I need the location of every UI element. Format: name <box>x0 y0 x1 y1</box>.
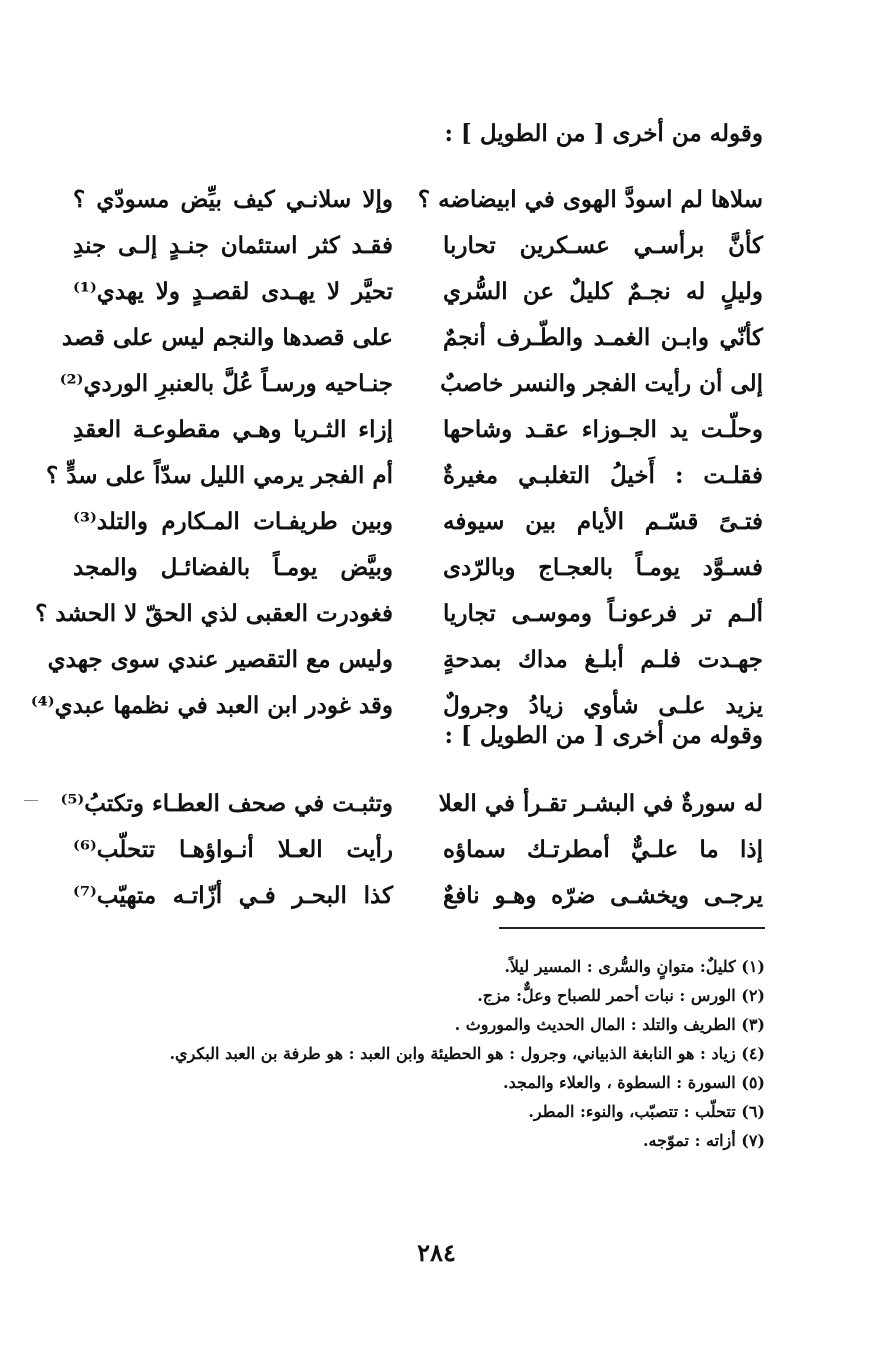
verse-second-hemistich: وإلا سلانـي كيف بيِّض مسودّي ؟ <box>73 185 393 213</box>
verse-first-hemistich: يرجـى ويخشـى ضرّه وهـو نافعٌ <box>443 881 763 909</box>
footnote: (٦) تتحلّب : تتصبّب، والنوء: المطر. <box>528 1102 765 1121</box>
verse-second-hemistich: وبيَّض يومـاً بالفضائـل والمجد <box>73 553 393 581</box>
poem-heading-1: وقوله من أخرى [ من الطويل ] : <box>444 120 763 147</box>
verse <box>60 780 763 826</box>
verse-second-hemistich: تحيَّر لا يهـدى لقصـدٍ ولا يهدي⁽¹⁾ <box>73 277 393 305</box>
verse <box>63 176 763 222</box>
verse <box>63 498 763 544</box>
verse <box>63 872 763 918</box>
footnote: (٤) زياد : هو النابغة الذبياني، وجرول : هو الحطيئة وابن العبد : هو طرفة بن العبد البكري. <box>169 1044 765 1063</box>
footnote: (١) كليلٌ: متوانٍ والسُّرى : المسير ليلاً. <box>504 957 765 976</box>
footnote: (٧) أزاته : تموّجه. <box>642 1131 765 1150</box>
verse-first-hemistich: كأنّي وابـن الغمـد والطّـرف أنجمٌ <box>443 323 763 351</box>
poem-2 <box>60 780 763 918</box>
verse-second-hemistich: جنـاحيه ورسـاً عُلَّ بالعنبرِ الوردي⁽²⁾ <box>59 369 393 397</box>
verse-first-hemistich: فقلـت : أَخيلُ التغلبـي مغيرةٌ <box>443 461 763 489</box>
verse <box>35 590 763 636</box>
verse-second-hemistich: وقد غودر ابن العبد في نظمها عبدي⁽⁴⁾ <box>30 691 393 719</box>
verse <box>59 360 763 406</box>
verse-first-hemistich: كأنَّ برأسـي عسـكرين تحاربا <box>443 231 763 259</box>
footnotes <box>85 952 765 1155</box>
footnote-divider <box>499 927 765 929</box>
margin-mark <box>24 800 38 801</box>
verse-first-hemistich: جهـدت فلـم أبلـغ مداك بمدحةٍ <box>443 645 763 673</box>
verse <box>63 314 763 360</box>
verse-second-hemistich: وتثبـت في صحف العطـاء وتكتبُ⁽⁵⁾ <box>60 789 393 817</box>
verse <box>63 268 763 314</box>
verse <box>63 826 763 872</box>
verse-first-hemistich: ألـم تر فرعونـاً وموسـى تجاريا <box>443 599 763 627</box>
footnote: (٥) السورة : السطوة ، والعلاء والمجد. <box>503 1073 765 1092</box>
verse-first-hemistich: وحلّـت يد الجـوزاء عقـد وشاحها <box>443 415 763 443</box>
verse-second-hemistich: وليس مع التقصير عندي سوى جهدي <box>47 645 393 673</box>
verse <box>63 544 763 590</box>
verse-second-hemistich: كذا البحـر فـي أزّاتـه متهيّب⁽⁷⁾ <box>73 881 393 909</box>
verse-first-hemistich: إلى أن رأيت الفجر والنسر خاصبٌ <box>440 369 763 397</box>
verse <box>46 452 763 498</box>
poem-heading-2: وقوله من أخرى [ من الطويل ] : <box>444 722 763 749</box>
footnote: (٣) الطريف والتلد : المال الحديث والموروث . <box>454 1015 765 1034</box>
verse-second-hemistich: وبين طريفـات المـكارم والتلد⁽³⁾ <box>73 507 393 535</box>
page-number: ٢٨٤ <box>417 1238 456 1267</box>
verse-second-hemistich: أم الفجر يرمي الليل سدّاً على سدٍّ ؟ <box>46 461 393 489</box>
verse-first-hemistich: فتـىً قسّـم الأيام بين سيوفه <box>443 507 763 535</box>
verse-first-hemistich: فسـوَّد يومـاً بالعجـاج وبالرّدى <box>443 553 763 581</box>
poem-1 <box>30 176 763 728</box>
verse <box>63 406 763 452</box>
verse <box>47 636 763 682</box>
verse-first-hemistich: إذا ما علـيٌّ أمطرتـك سماؤه <box>443 835 763 863</box>
verse-first-hemistich: وليلٍ له نجـمٌ كليلٌ عن السُّري <box>443 277 763 305</box>
verse-first-hemistich: له سورةٌ في البشـر تقـرأ في العلا <box>438 789 763 817</box>
verse-first-hemistich: سلاها لم اسودَّ الهوى في ابيضاضه ؟ <box>417 185 763 213</box>
verse-second-hemistich: رأيت العـلا أنـواؤهـا تتحلّب⁽⁶⁾ <box>73 835 393 863</box>
footnote: (٢) الورس : نبات أحمر للصباح وعلٌّ: مزج. <box>477 986 765 1005</box>
verse-first-hemistich: يزيد علـى شأوي زيادُ وجرولٌ <box>443 691 763 719</box>
verse <box>63 222 763 268</box>
verse-second-hemistich: فغودرت العقبى لذي الحقّ لا الحشد ؟ <box>35 599 393 627</box>
verse-second-hemistich: على قصدها والنجم ليس على قصد <box>61 323 393 351</box>
verse-second-hemistich: إزاء الثـريا وهـي مقطوعـة العقدِ <box>73 415 393 443</box>
verse-second-hemistich: فقـد كثر استئمان جنـدٍ إلـى جندِ <box>73 231 393 259</box>
